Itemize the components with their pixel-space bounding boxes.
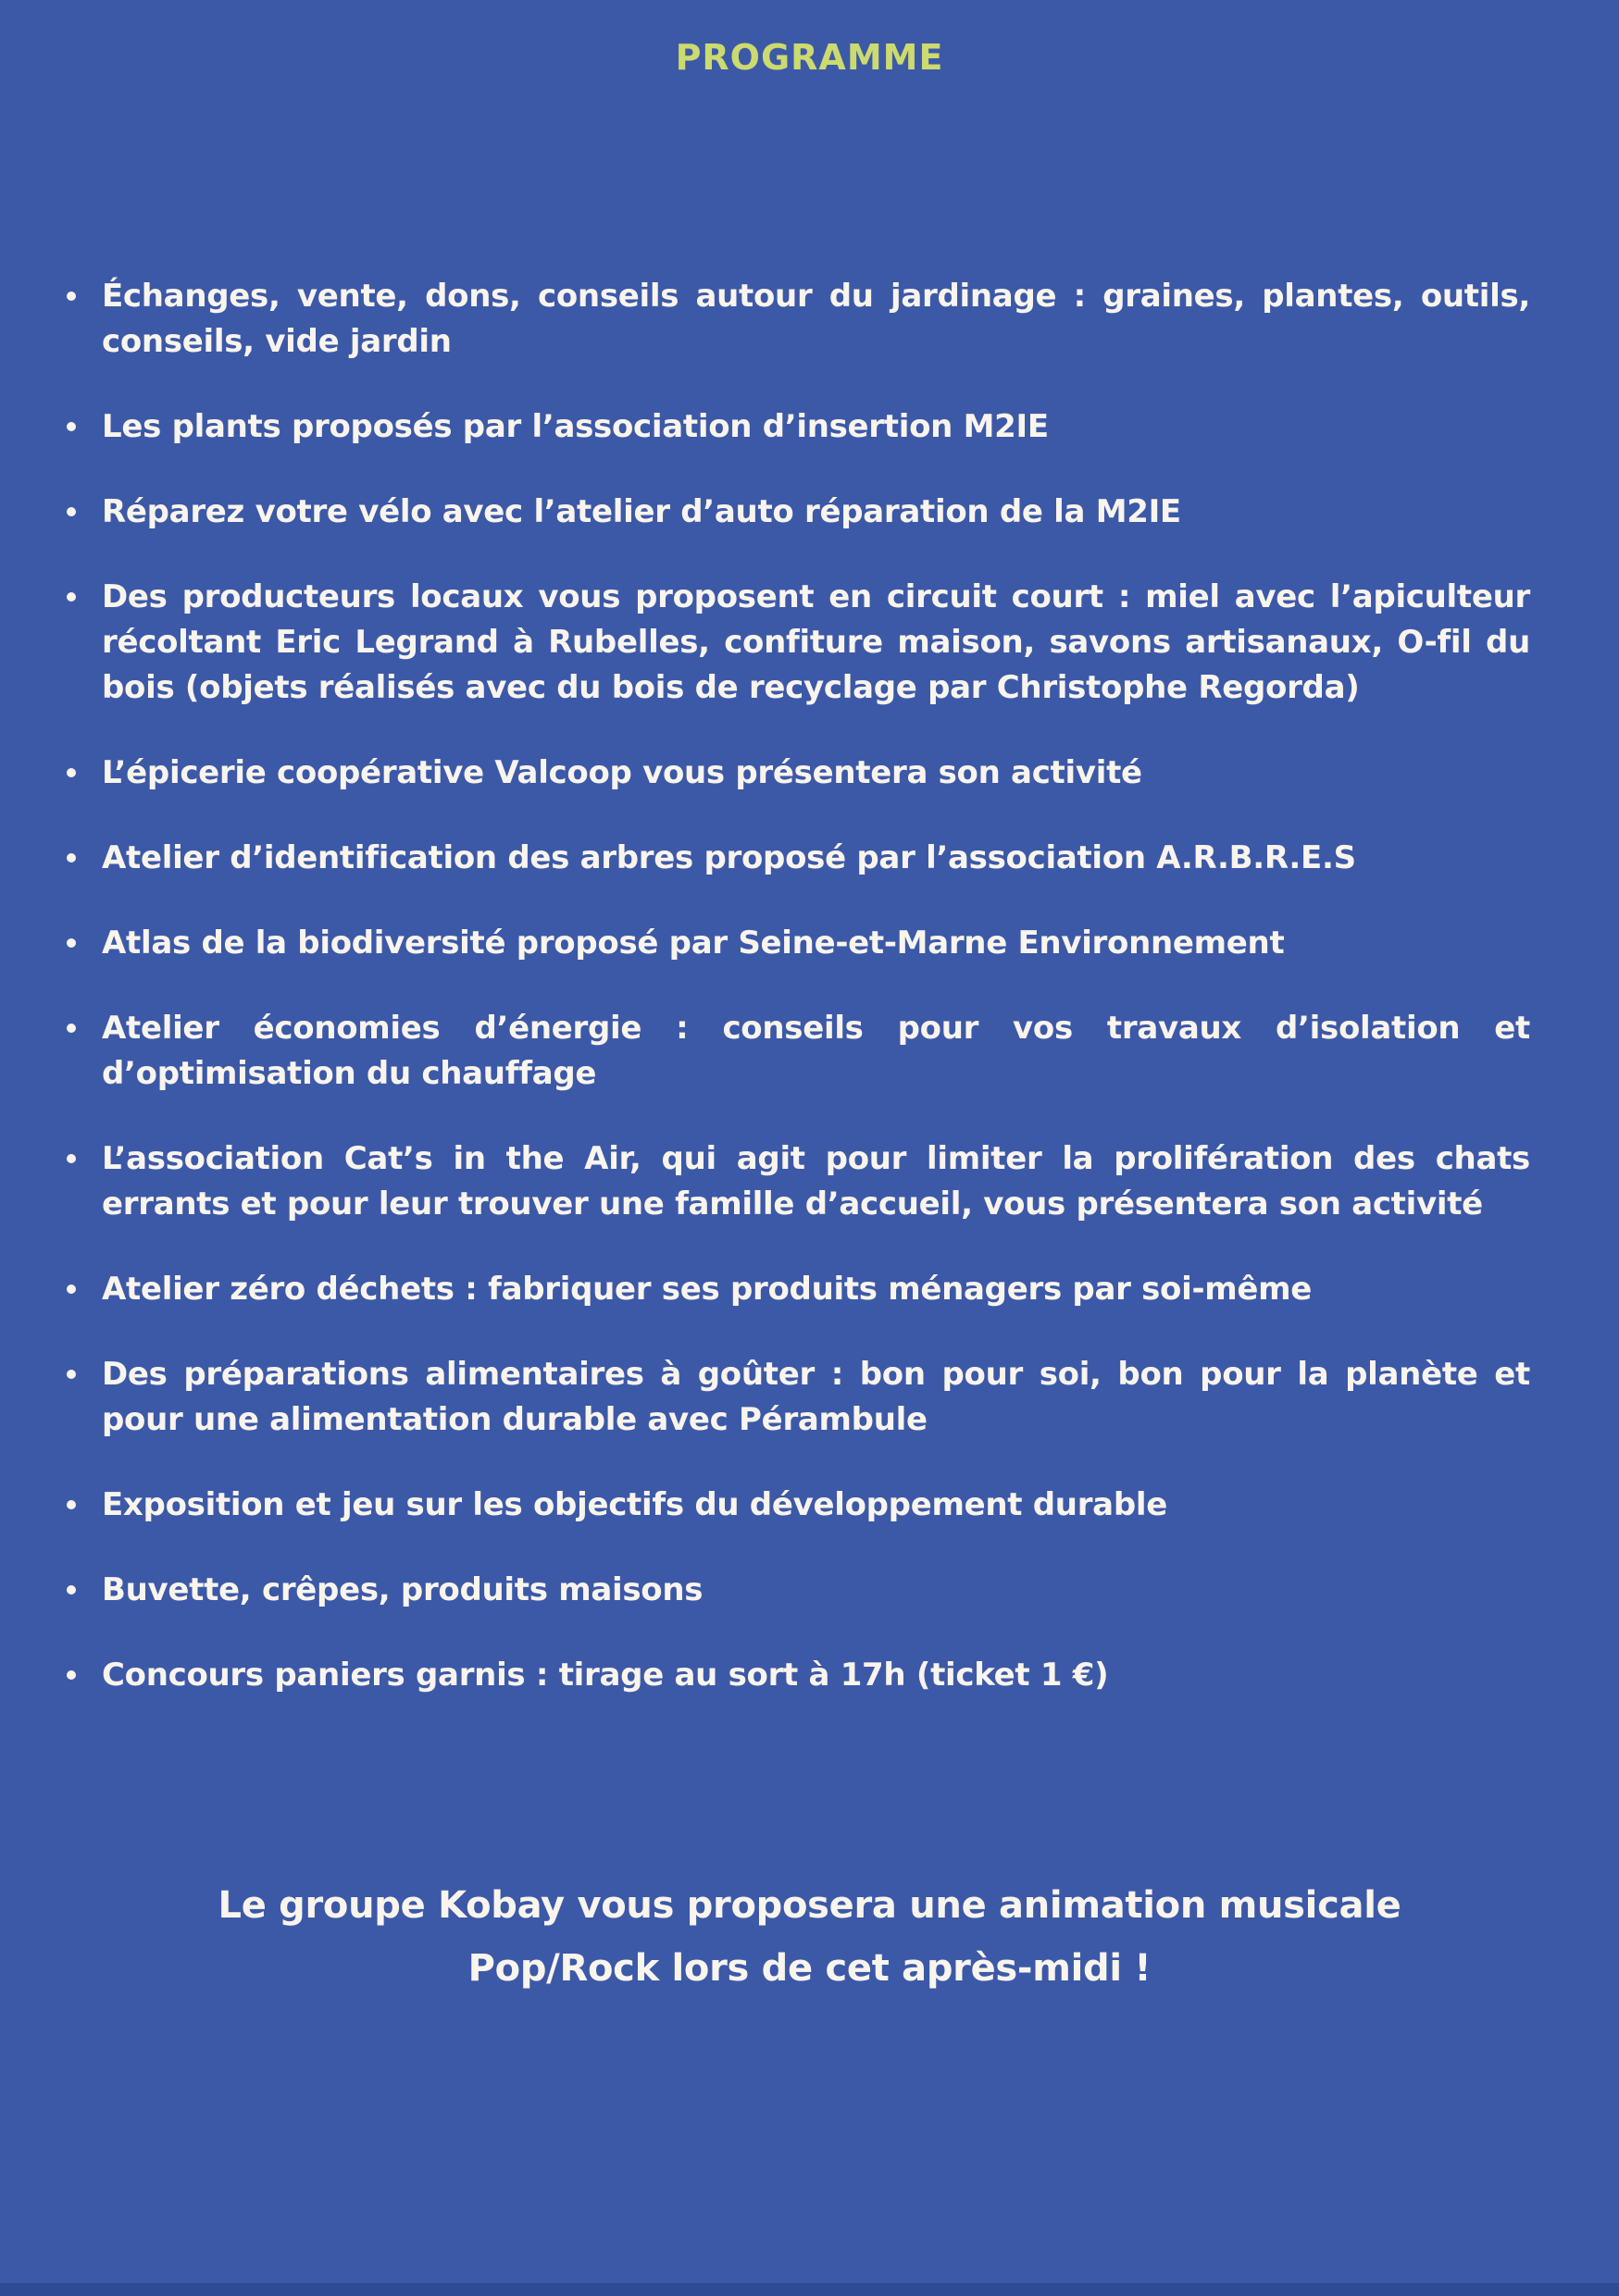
page-title: PROGRAMME [675,37,944,78]
bullet-dot-icon [67,1024,76,1033]
bullet-dot-icon [67,853,76,863]
list-item [63,404,1530,450]
list-item [63,1483,1530,1528]
programme-list [63,274,1530,1698]
list-item [63,1006,1530,1097]
bottom-strip [0,2283,1619,2296]
bullet-dot-icon [67,1670,76,1680]
bullet-dot-icon [67,1285,76,1294]
bullet-dot-icon [67,292,76,301]
bullet-text: Les plants proposés par l’association d’insertion M2IE [102,408,1049,445]
list-item [63,751,1530,796]
footer-announcement [0,1874,1619,2000]
bullet-dot-icon [67,507,76,516]
bullet-text: Atelier économies d’énergie : conseils pour vos travaux d’isolation et d’optimisation du chauffage [102,1010,1530,1092]
bullet-dot-icon [67,592,76,602]
bullet-text: Buvette, crêpes, produits maisons [102,1571,704,1608]
bullet-dot-icon [67,422,76,431]
bullet-dot-icon [67,1500,76,1509]
list-item [63,1568,1530,1613]
bullet-text: Des producteurs locaux vous proposent en circuit court : miel avec l’apiculteur récoltant Eric Legrand à Rubelles, confiture maison, savons artisanaux, O-fil du bois (objets réalisés avec du bois de recyclage par Christophe Regorda) [102,578,1530,706]
list-item [63,836,1530,881]
list-item [63,1352,1530,1443]
list-item [63,1267,1530,1312]
footer-line-1: Le groupe Kobay vous proposera une animation musicale [218,1884,1401,1927]
bullet-dot-icon [67,938,76,948]
bullet-text: Réparez votre vélo avec l’atelier d’auto réparation de la M2IE [102,493,1181,530]
bullet-text: Concours paniers garnis : tirage au sort à 17h (ticket 1 €) [102,1657,1109,1694]
bullet-text: L’association Cat’s in the Air, qui agit pour limiter la prolifération des chats errants et pour leur trouver une famille d’accueil, vous présentera son activité [102,1140,1530,1222]
list-item [63,1653,1530,1698]
bullet-text: Échanges, vente, dons, conseils autour du jardinage : graines, plantes, outils, conseils, vide jardin [102,278,1530,360]
list-item [63,274,1530,365]
list-item [63,575,1530,711]
list-item [63,490,1530,535]
list-item [63,921,1530,966]
footer-line-2: Pop/Rock lors de cet après-midi ! [467,1947,1152,1990]
bullet-text: Atlas de la biodiversité proposé par Seine-et-Marne Environnement [102,925,1285,962]
bullet-dot-icon [67,1154,76,1163]
list-item [63,1136,1530,1227]
bullet-text: Des préparations alimentaires à goûter : bon pour soi, bon pour la planète et pour une alimentation durable avec Pérambule [102,1356,1530,1438]
bullet-text: L’épicerie coopérative Valcoop vous présentera son activité [102,754,1142,791]
bullet-text: Exposition et jeu sur les objectifs du développement durable [102,1486,1167,1523]
bullet-dot-icon [67,1585,76,1595]
bullet-text: Atelier zéro déchets : fabriquer ses produits ménagers par soi-même [102,1271,1313,1308]
bullet-text: Atelier d’identification des arbres proposé par l’association A.R.B.R.E.S [102,839,1356,876]
bullet-dot-icon [67,1370,76,1379]
bullet-dot-icon [67,768,76,777]
